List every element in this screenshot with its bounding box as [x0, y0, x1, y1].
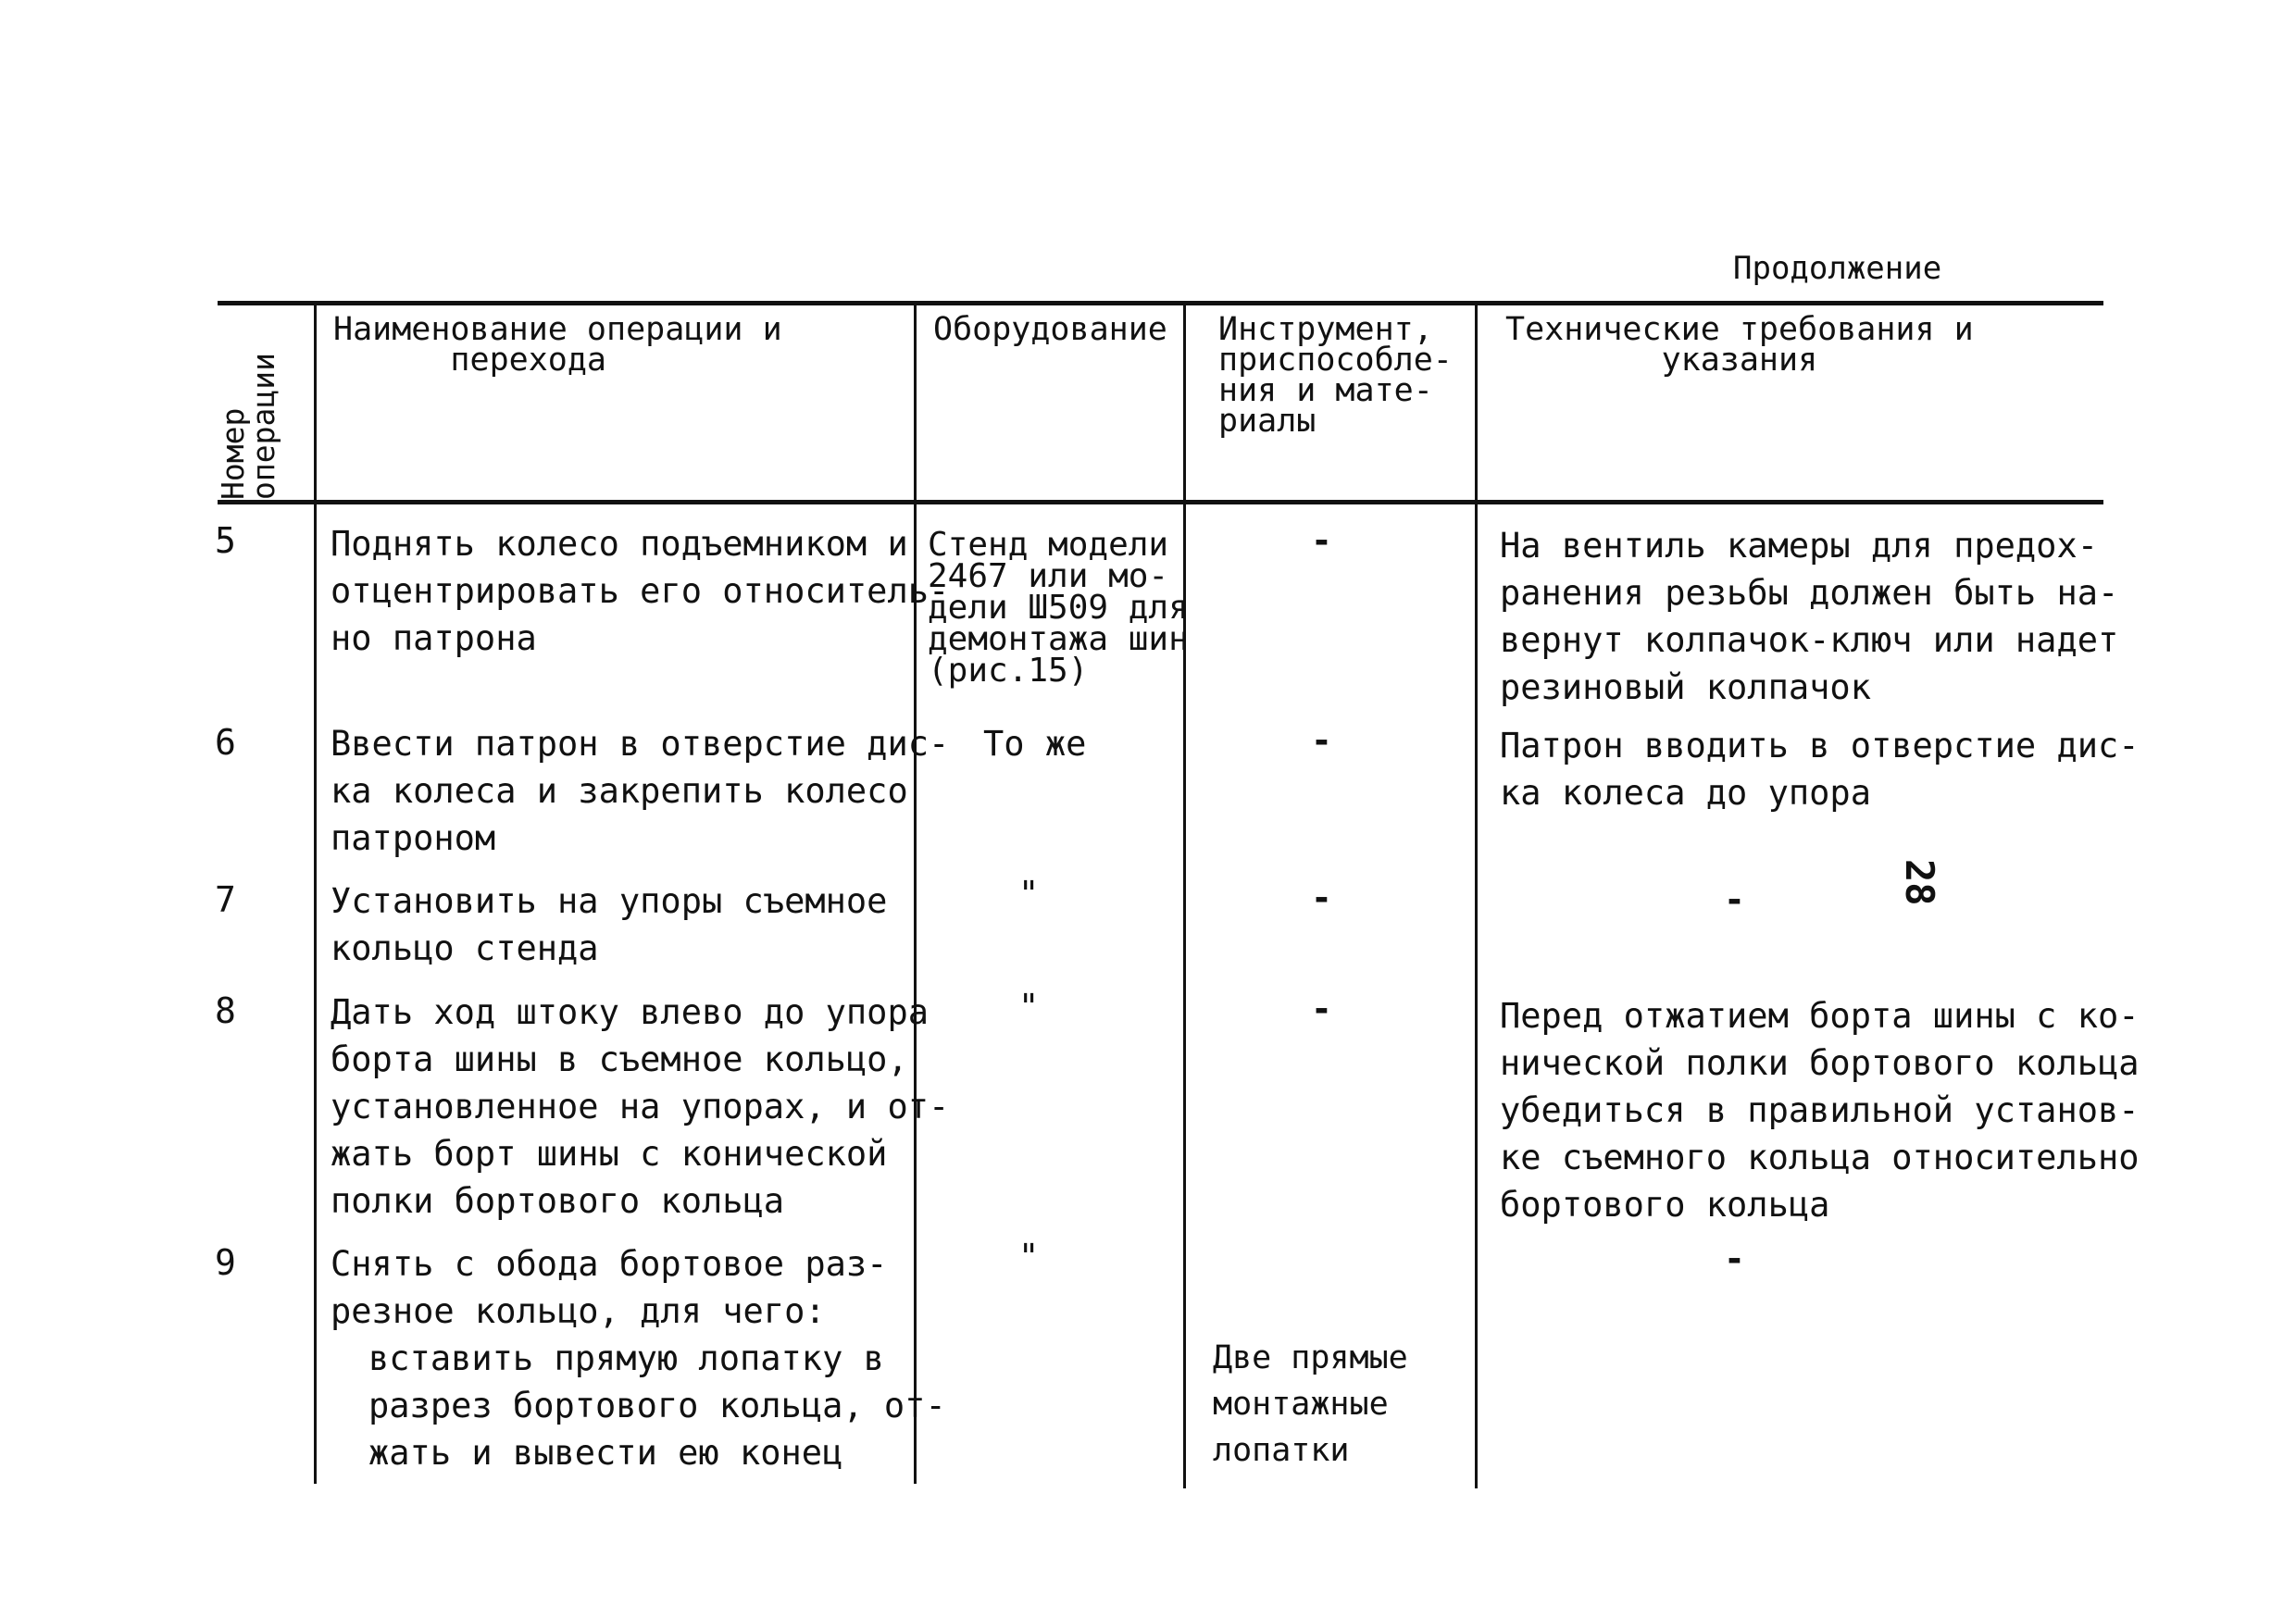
row-requirements: Перед отжатием борта шины с ко- нической полки бортового кольца убедиться в правильной установ- ке съемного кольца относительно бортового кольца	[1500, 996, 2140, 1225]
table-top-rule	[218, 301, 2103, 305]
row-operation-substep: вставить прямую лопатку в разрез бортового кольца, от- жать и вывести ею конец	[368, 1338, 946, 1473]
column-divider-3	[1183, 304, 1186, 1488]
row-number: 6	[215, 722, 236, 763]
header-bottom-rule	[218, 500, 2103, 504]
row-number: 9	[215, 1242, 236, 1283]
row-operation-name: Снять с обода бортовое раз- резное кольцо, для чего:	[331, 1244, 888, 1331]
row-operation-name: Ввести патрон в отверстие дис- ка колеса и закрепить колесо патроном	[331, 724, 950, 858]
header-operation-number: Номер операции	[215, 353, 281, 500]
continuation-label: Продолжение	[1733, 250, 1942, 287]
header-tools: Инструмент, приспособле- ния и мате- риалы	[1218, 311, 1453, 440]
column-divider-4	[1475, 304, 1478, 1488]
row-tools: -	[1311, 520, 1332, 561]
row-tools: -	[1311, 989, 1332, 1029]
header-equipment: Оборудование	[933, 311, 1167, 348]
header-requirements: Технические требования и указания	[1505, 311, 1974, 379]
row-equipment: "	[1018, 987, 1040, 1027]
row-equipment: "	[1018, 874, 1040, 914]
row-requirements: -	[1724, 879, 1745, 920]
row-tools: -	[1311, 877, 1332, 918]
row-requirements: Патрон вводить в отверстие дис- ка колеса до упора	[1500, 726, 2140, 813]
side-page-number: 28	[1897, 859, 1942, 906]
column-divider-2	[914, 304, 917, 1484]
row-number: 7	[215, 879, 236, 920]
row-operation-name: Поднять колесо подъемником и отцентрировать его относитель- но патрона	[331, 524, 950, 658]
row-requirements: -	[1724, 1238, 1745, 1279]
row-equipment: Стенд модели 2467 или мо- дели Ш509 для демонтажа шин (рис.15)	[928, 526, 1189, 690]
row-number: 8	[215, 990, 236, 1031]
row-equipment: То же	[983, 724, 1087, 764]
row-operation-name: Установить на упоры съемное кольцо стенда	[331, 881, 888, 968]
row-tools: -	[1311, 720, 1332, 761]
column-divider-1	[314, 304, 317, 1484]
row-equipment: "	[1018, 1237, 1040, 1276]
header-operation-name: Наименование операции и перехода	[333, 311, 782, 379]
row-tools: Две прямые монтажные лопатки	[1213, 1339, 1408, 1469]
row-operation-name: Дать ход штоку влево до упора борта шины в съемное кольцо, установленное на упорах, и от- жать борт шины с конической полки бортового кольца	[331, 992, 950, 1221]
row-requirements: На вентиль камеры для предох- ранения резьбы должен быть на- вернут колпачок-ключ или надет резиновый колпачок	[1500, 526, 2119, 707]
row-number: 5	[215, 520, 236, 561]
